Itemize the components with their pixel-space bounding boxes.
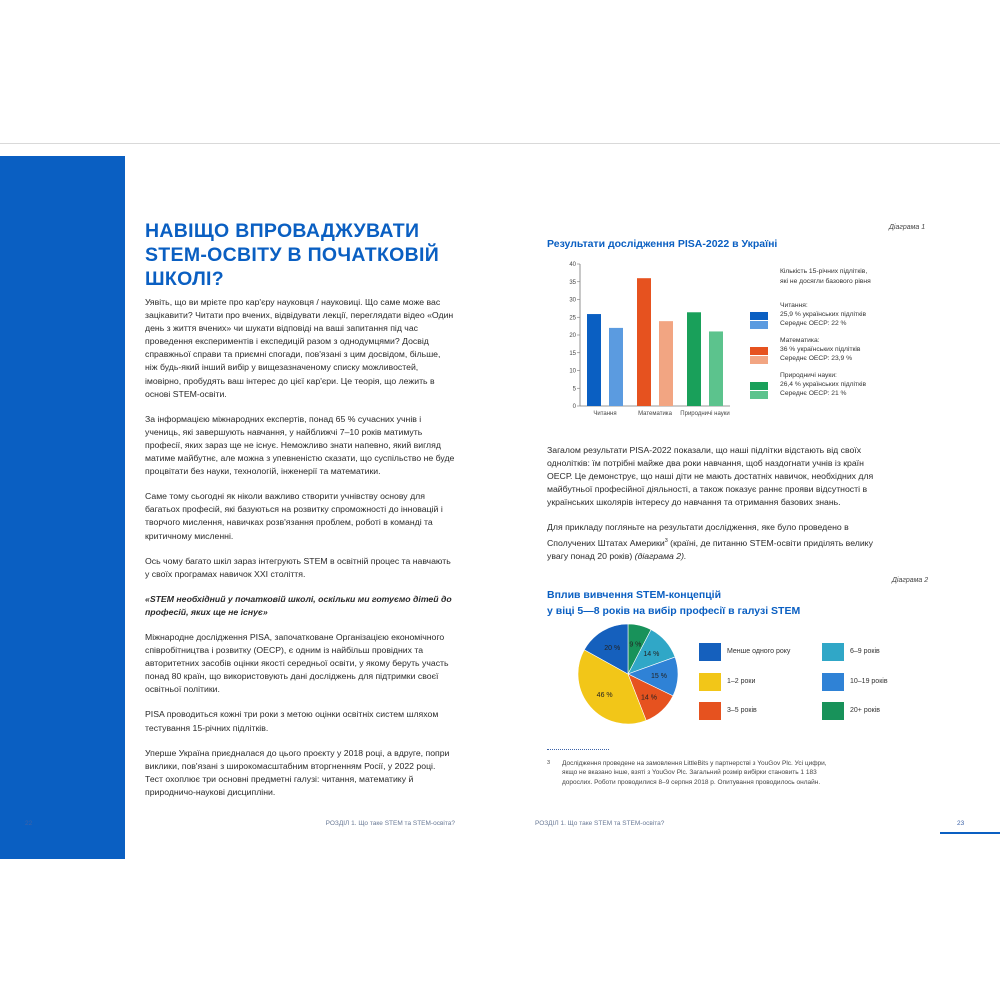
pie-slice-label: 14 %: [641, 694, 658, 702]
legend-ua-value: 36 % українських підлітків: [780, 346, 861, 353]
legend-swatch: [750, 382, 768, 390]
legend-text: [780, 371, 866, 398]
chart-title-line: у віці 5—8 років на вибір професії в галузі STEM: [547, 605, 801, 617]
pie-slice-label: 15 %: [650, 673, 667, 681]
paragraph: Уявіть, що ви мрієте про кар'єру науковця / науковиці. Що саме може вас зацікавити? Читати про вчених, відвідувати лекції, переглядати відео «Один день з життя вчених» чи шукати відповіді на ваші запитання під час проведення експериментів і експедицій разом з однодумцями? Досвід справжньої справи та приємні спогади, пов'язані з цим досвідом, більше, ніж будь-який інший вибір у вищезазначеному списку можливостей, імовірно, пробудять ваш інтерес до цієї кар'єри. Це теорія, що лежить в основі STEM-освіти.: [145, 297, 454, 399]
legend-subject: Природничі науки:: [780, 372, 837, 379]
y-tick-label: 35: [569, 279, 576, 286]
legend-title-line: Кількість 15-річних підлітків,: [780, 268, 868, 275]
pie-legend-label: 20+ років: [850, 707, 880, 714]
pie-slice-label: 14 %: [643, 651, 660, 659]
left-footer: [25, 820, 455, 832]
paragraph: [547, 521, 877, 562]
right-body-text: [547, 444, 877, 575]
stem-pie-chart: [578, 624, 678, 724]
footnote-separator: [547, 749, 609, 750]
paragraph: Саме тому сьогодні як ніколи важливо створити учнівству основу для багатьох професій, які базуються на розвитку спроможності до інновацій і творчого мислення, навичках розв'язання проблем, роботі в команді та критичному мисленні.: [145, 491, 443, 541]
paragraph: Ось чому багато шкіл зараз інтегрують STEM в освітній процес та навчають у своїх програмах навичок XXI століття.: [145, 555, 451, 579]
page-title: [145, 219, 475, 291]
pie-slice-label: 46 %: [596, 691, 613, 699]
legend-group: [750, 337, 980, 365]
x-tick-label: Читання: [593, 411, 617, 417]
footnote-ref: 3: [664, 537, 668, 544]
legend-swatch: [750, 321, 768, 329]
title-line: ШКОЛІ?: [145, 268, 224, 290]
legend-subject: Читання:: [780, 302, 808, 309]
paragraph-text: (країні, де питанню STEM-освіти приділять велику увагу понад 20 років): [547, 537, 873, 561]
y-tick-label: 40: [569, 262, 576, 268]
bar-oecd: [609, 328, 623, 406]
pie-legend-label: 6–9 років: [850, 648, 880, 655]
footer-rule: [940, 832, 1000, 834]
paragraph: PISA проводиться кожні три роки з метою оцінки освітніх систем шляхом тестування 15-річних підлітків.: [145, 709, 439, 733]
blue-side-bar: [0, 156, 125, 859]
legend-ua-value: 25,9 % українських підлітків: [780, 311, 867, 318]
pie-legend-swatch: [822, 702, 844, 720]
pie-legend-swatch: [822, 643, 844, 661]
pie-legend-swatch: [699, 643, 721, 661]
y-tick-label: 15: [569, 350, 576, 357]
page-number: 22: [25, 820, 33, 827]
chart-2-title: [547, 587, 800, 619]
bar-ua: [637, 278, 651, 406]
diagram-2-label: Діаграма 2: [892, 577, 929, 584]
bar-oecd: [709, 331, 723, 406]
bar-ua: [587, 314, 601, 406]
legend-swatch: [750, 391, 768, 399]
x-tick-label: Природничі науки: [680, 411, 730, 417]
left-page: [25, 144, 475, 859]
section-footer: РОЗДІЛ 1. Що таке STEM та STEM-освіта?: [325, 820, 455, 827]
title-line: STEM-ОСВІТУ В ПОЧАТКОВІЙ: [145, 244, 440, 266]
title-line: НАВІЩО ВПРОВАДЖУВАТИ: [145, 220, 420, 242]
legend-title-line: які не досягли базового рівня: [780, 278, 871, 285]
pie-legend-swatch: [699, 702, 721, 720]
legend-text: [780, 336, 860, 363]
legend-oecd-value: Середнє ОЕСР: 23,9 %: [780, 355, 853, 362]
y-tick-label: 20: [569, 333, 576, 339]
legend-swatch: [750, 347, 768, 355]
diagram-ref: (діаграма 2).: [634, 550, 687, 561]
footnote-text: Дослідження проведене на замовлення LittleBits у партнерстві з YouGov Plc. Усі цифри, якщо не вказано інше, взяті з YouGov Plc. Загальний розмір вибірки становить 1 183 дорослих. Роботи проводилися 8–9 серпня 2018 р. Опитування проводилось онлайн.: [562, 760, 827, 786]
pie-legend-label: 3–5 років: [727, 707, 757, 714]
legend-oecd-value: Середнє ОЕСР: 21 %: [780, 390, 847, 397]
pie-legend-label: Менше одного року: [727, 648, 791, 655]
legend-group: [750, 372, 980, 400]
pisa-bar-chart: [550, 254, 750, 419]
pie-legend-swatch: [699, 673, 721, 691]
bar-oecd: [659, 321, 673, 406]
paragraph-text: Для прикладу погляньте на результати дослідження, яке було проведено в Сполучених Штатах Америки: [547, 522, 849, 548]
page-number: 23: [957, 820, 965, 827]
legend-text: [780, 301, 866, 328]
y-tick-label: 5: [572, 386, 576, 393]
legend-subject: Математика:: [780, 337, 820, 344]
legend-swatch: [750, 356, 768, 364]
chart-1-legend-title: [780, 267, 960, 287]
chart-title-line: Вплив вивчення STEM-концепцій: [547, 589, 722, 601]
pie-legend-label: 1–2 роки: [727, 678, 756, 685]
chart-1-title: Результати дослідження PISA-2022 в Україні: [547, 238, 778, 250]
quote-paragraph: «STEM необхідний у початковій школі, оскільки ми готуємо дітей до професій, яких ще не існує»: [145, 593, 452, 617]
y-tick-label: 10: [569, 368, 576, 375]
y-tick-label: 0: [572, 404, 576, 410]
x-tick-label: Математика: [638, 411, 672, 417]
legend-ua-value: 26,4 % українських підлітків: [780, 381, 867, 388]
pie-slice-label: 20 %: [604, 644, 621, 652]
section-footer: РОЗДІЛ 1. Що таке STEM та STEM-освіта?: [535, 820, 665, 827]
right-footer: [535, 820, 1000, 832]
paragraph: Міжнародне дослідження PISA, започатковане Організацією економічного співробітництва і розвитку (ОЕСР), є одним із найбільш провідних та авторитетних засобів оцінки якості середньої освіти, у якому беруть участь понад 80 країн, що використовують дані досліджень для підтримки своєї освітньої політики.: [145, 631, 449, 695]
legend-swatch: [750, 312, 768, 320]
pie-legend-label: 10–19 років: [850, 678, 888, 685]
legend-group: [750, 302, 980, 330]
left-body-text: [145, 296, 455, 811]
book-spread: [0, 143, 1000, 858]
footnote-mark: 3: [547, 760, 551, 766]
y-tick-label: 25: [569, 315, 576, 322]
pie-slice-label: 9 %: [629, 641, 642, 649]
bar-ua: [687, 312, 701, 406]
right-page: [535, 144, 1000, 859]
pie-legend-swatch: [822, 673, 844, 691]
paragraph: Загалом результати PISA-2022 показали, що наші підлітки відстають від своїх однолітків: їм потрібні майже два роки навчання, щоб наздогнати учнів із країн ОЕСР. Це демонструє, що наші діти не мають достатніх навичок, необхідних для майбутньої професійної діяльності, а також показує раннє прояви відсутності в українських школярів інтересу до навчання та отримання базових знань.: [547, 445, 874, 508]
legend-oecd-value: Середнє ОЕСР: 22 %: [780, 320, 847, 327]
diagram-1-label: Діаграма 1: [889, 224, 926, 231]
y-tick-label: 30: [569, 297, 576, 304]
paragraph: Уперше Україна приєдналася до цього проєкту у 2018 році, а вдруге, попри виклики, пов'язані з широкомасштабним вторгненням Росії, у 2022 році. Тест охоплює три основні предметні галузі: читання, математику й природничо-наукові дисципліни.: [145, 747, 450, 797]
paragraph: За інформацією міжнародних експертів, понад 65 % сучасних учнів і учениць, які завершують навчання, у найближчі 7–10 років матимуть професії, яких зараз ще не існує. Неможливо знати напевно, який вигляд матиме майбутнє, але можна з упевненістю сказати, що суспільство не буде процвітати без науки, технологій, інженерії та математики.: [145, 413, 455, 477]
